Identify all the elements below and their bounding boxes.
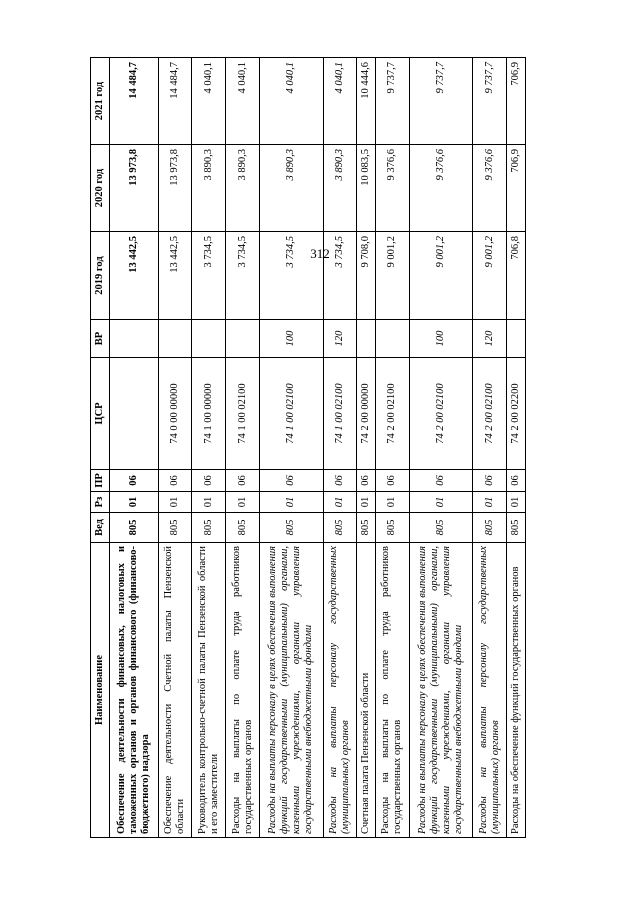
cell-2020: 3 890,3 bbox=[259, 145, 323, 232]
cell-vr: 120 bbox=[473, 320, 507, 358]
cell-2020: 706,9 bbox=[507, 145, 526, 232]
cell-csr: 74 1 00 02100 bbox=[226, 358, 260, 470]
cell-2020: 9 376,6 bbox=[473, 145, 507, 232]
table-row bbox=[357, 58, 376, 838]
cell-ved: 805 bbox=[323, 513, 357, 543]
cell-vr bbox=[158, 320, 192, 358]
cell-rz: 01 bbox=[323, 492, 357, 513]
cell-ved: 805 bbox=[158, 513, 192, 543]
cell-csr: 74 2 00 02100 bbox=[409, 358, 473, 470]
cell-csr: 74 2 00 02100 bbox=[376, 358, 410, 470]
cell-2020: 10 083,5 bbox=[357, 145, 376, 232]
cell-pr: 06 bbox=[473, 470, 507, 492]
cell-vr: 100 bbox=[409, 320, 473, 358]
cell-2019: 9 001,2 bbox=[473, 232, 507, 320]
cell-pr: 06 bbox=[110, 470, 159, 492]
cell-2019: 9 001,2 bbox=[376, 232, 410, 320]
cell-ved: 805 bbox=[110, 513, 159, 543]
rotated-table-container bbox=[90, 58, 526, 838]
cell-name: Расходы на выплаты персоналу государственных (муниципальных) органов bbox=[323, 543, 357, 838]
cell-vr bbox=[357, 320, 376, 358]
cell-ved: 805 bbox=[376, 513, 410, 543]
cell-2019: 9 001,2 bbox=[409, 232, 473, 320]
cell-2019: 3 734,5 bbox=[192, 232, 226, 320]
cell-vr: 100 bbox=[259, 320, 323, 358]
cell-2019: 706,8 bbox=[507, 232, 526, 320]
page-number: 312 bbox=[310, 246, 330, 261]
cell-2019: 3 734,5 bbox=[259, 232, 323, 320]
cell-2021: 9 737,7 bbox=[376, 58, 410, 145]
cell-ved: 805 bbox=[357, 513, 376, 543]
cell-2020: 3 890,3 bbox=[323, 145, 357, 232]
budget-table bbox=[90, 57, 526, 838]
cell-rz: 01 bbox=[473, 492, 507, 513]
cell-ved: 805 bbox=[473, 513, 507, 543]
cell-2019: 13 442,5 bbox=[158, 232, 192, 320]
cell-ved: 805 bbox=[259, 513, 323, 543]
cell-2019: 13 442,5 bbox=[110, 232, 159, 320]
table-row bbox=[323, 58, 357, 838]
header-ved: Вед bbox=[91, 513, 110, 543]
cell-ved: 805 bbox=[192, 513, 226, 543]
cell-name: Счетная палата Пензенской области bbox=[357, 543, 376, 838]
cell-name: Расходы на выплаты по оплате труда работников государственных органов bbox=[376, 543, 410, 838]
cell-csr: 74 2 00 02100 bbox=[473, 358, 507, 470]
cell-csr: 74 0 00 00000 bbox=[158, 358, 192, 470]
cell-rz: 01 bbox=[357, 492, 376, 513]
header-csr: ЦСР bbox=[91, 358, 110, 470]
cell-2021: 706,9 bbox=[507, 58, 526, 145]
cell-2021: 14 484,7 bbox=[158, 58, 192, 145]
cell-ved: 805 bbox=[409, 513, 473, 543]
cell-rz: 01 bbox=[110, 492, 159, 513]
header-2021: 2021 год bbox=[91, 58, 110, 145]
cell-2020: 3 890,3 bbox=[226, 145, 260, 232]
cell-vr: 120 bbox=[323, 320, 357, 358]
cell-name: Расходы на выплаты персоналу в целях обеспечения выполнения функций государственными (муниципальными) органами, казенными учреждениями, органами управления государственными внебюджетными фондами bbox=[409, 543, 473, 838]
cell-vr bbox=[192, 320, 226, 358]
table-row bbox=[226, 58, 260, 838]
cell-pr: 06 bbox=[226, 470, 260, 492]
header-2019: 2019 год bbox=[91, 232, 110, 320]
cell-vr bbox=[110, 320, 159, 358]
cell-2019: 3 734,5 bbox=[226, 232, 260, 320]
cell-2021: 4 040,1 bbox=[192, 58, 226, 145]
cell-name: Расходы на обеспечение функций государственных органов bbox=[507, 543, 526, 838]
cell-2021: 14 484,7 bbox=[110, 58, 159, 145]
cell-ved: 805 bbox=[226, 513, 260, 543]
cell-rz: 01 bbox=[376, 492, 410, 513]
table-row bbox=[473, 58, 507, 838]
cell-2020: 3 890,3 bbox=[192, 145, 226, 232]
cell-2021: 10 444,6 bbox=[357, 58, 376, 145]
cell-vr bbox=[376, 320, 410, 358]
header-rz: Рз bbox=[91, 492, 110, 513]
cell-pr: 06 bbox=[357, 470, 376, 492]
cell-csr: 74 2 00 02200 bbox=[507, 358, 526, 470]
cell-2019: 9 708,0 bbox=[357, 232, 376, 320]
cell-pr: 06 bbox=[376, 470, 410, 492]
cell-csr: 74 1 00 00000 bbox=[192, 358, 226, 470]
cell-pr: 06 bbox=[158, 470, 192, 492]
cell-2020: 13 973,8 bbox=[158, 145, 192, 232]
table-row bbox=[110, 58, 159, 838]
cell-2020: 9 376,6 bbox=[376, 145, 410, 232]
cell-rz: 01 bbox=[507, 492, 526, 513]
cell-2021: 4 040,1 bbox=[259, 58, 323, 145]
table-row bbox=[376, 58, 410, 838]
cell-vr bbox=[226, 320, 260, 358]
cell-2019: 3 734,5 bbox=[323, 232, 357, 320]
cell-name: Обеспечение деятельности Счетной палаты Пензенской области bbox=[158, 543, 192, 838]
header-pr: ПР bbox=[91, 470, 110, 492]
cell-name: Расходы на выплаты персоналу в целях обеспечения выполнения функций государственными (муниципальными) органами, казенными учреждениями, органами управления государственными внебюджетными фондами bbox=[259, 543, 323, 838]
cell-2021: 4 040,1 bbox=[226, 58, 260, 145]
cell-csr bbox=[110, 358, 159, 470]
cell-rz: 01 bbox=[158, 492, 192, 513]
cell-ved: 805 bbox=[507, 513, 526, 543]
cell-csr: 74 1 00 02100 bbox=[323, 358, 357, 470]
cell-rz: 01 bbox=[259, 492, 323, 513]
cell-rz: 01 bbox=[192, 492, 226, 513]
cell-name: Руководитель контрольно-счетной палаты Пензенской области и его заместители bbox=[192, 543, 226, 838]
table-row bbox=[409, 58, 473, 838]
cell-2021: 9 737,7 bbox=[409, 58, 473, 145]
table-row bbox=[507, 58, 526, 838]
cell-csr: 74 2 00 00000 bbox=[357, 358, 376, 470]
cell-pr: 06 bbox=[409, 470, 473, 492]
header-2020: 2020 год bbox=[91, 145, 110, 232]
cell-2020: 13 973,8 bbox=[110, 145, 159, 232]
cell-2020: 9 376,6 bbox=[409, 145, 473, 232]
cell-vr bbox=[507, 320, 526, 358]
header-name: Наименование bbox=[91, 543, 110, 838]
table-row bbox=[158, 58, 192, 838]
table-row bbox=[259, 58, 323, 838]
table-row bbox=[192, 58, 226, 838]
cell-pr: 06 bbox=[192, 470, 226, 492]
cell-rz: 01 bbox=[226, 492, 260, 513]
cell-name: Расходы на выплаты персоналу государственных (муниципальных) органов bbox=[473, 543, 507, 838]
table-body bbox=[110, 58, 526, 838]
table-header-row bbox=[91, 58, 110, 838]
cell-csr: 74 1 00 02100 bbox=[259, 358, 323, 470]
cell-name: Обеспечение деятельности финансовых, налоговых и таможенных органов и органов финансового (финансово-бюджетного) надзора bbox=[110, 543, 159, 838]
cell-2021: 9 737,7 bbox=[473, 58, 507, 145]
cell-name: Расходы на выплаты по оплате труда работников государственных органов bbox=[226, 543, 260, 838]
cell-pr: 06 bbox=[507, 470, 526, 492]
cell-pr: 06 bbox=[259, 470, 323, 492]
cell-pr: 06 bbox=[323, 470, 357, 492]
cell-2021: 4 040,1 bbox=[323, 58, 357, 145]
header-vr: ВР bbox=[91, 320, 110, 358]
cell-rz: 01 bbox=[409, 492, 473, 513]
